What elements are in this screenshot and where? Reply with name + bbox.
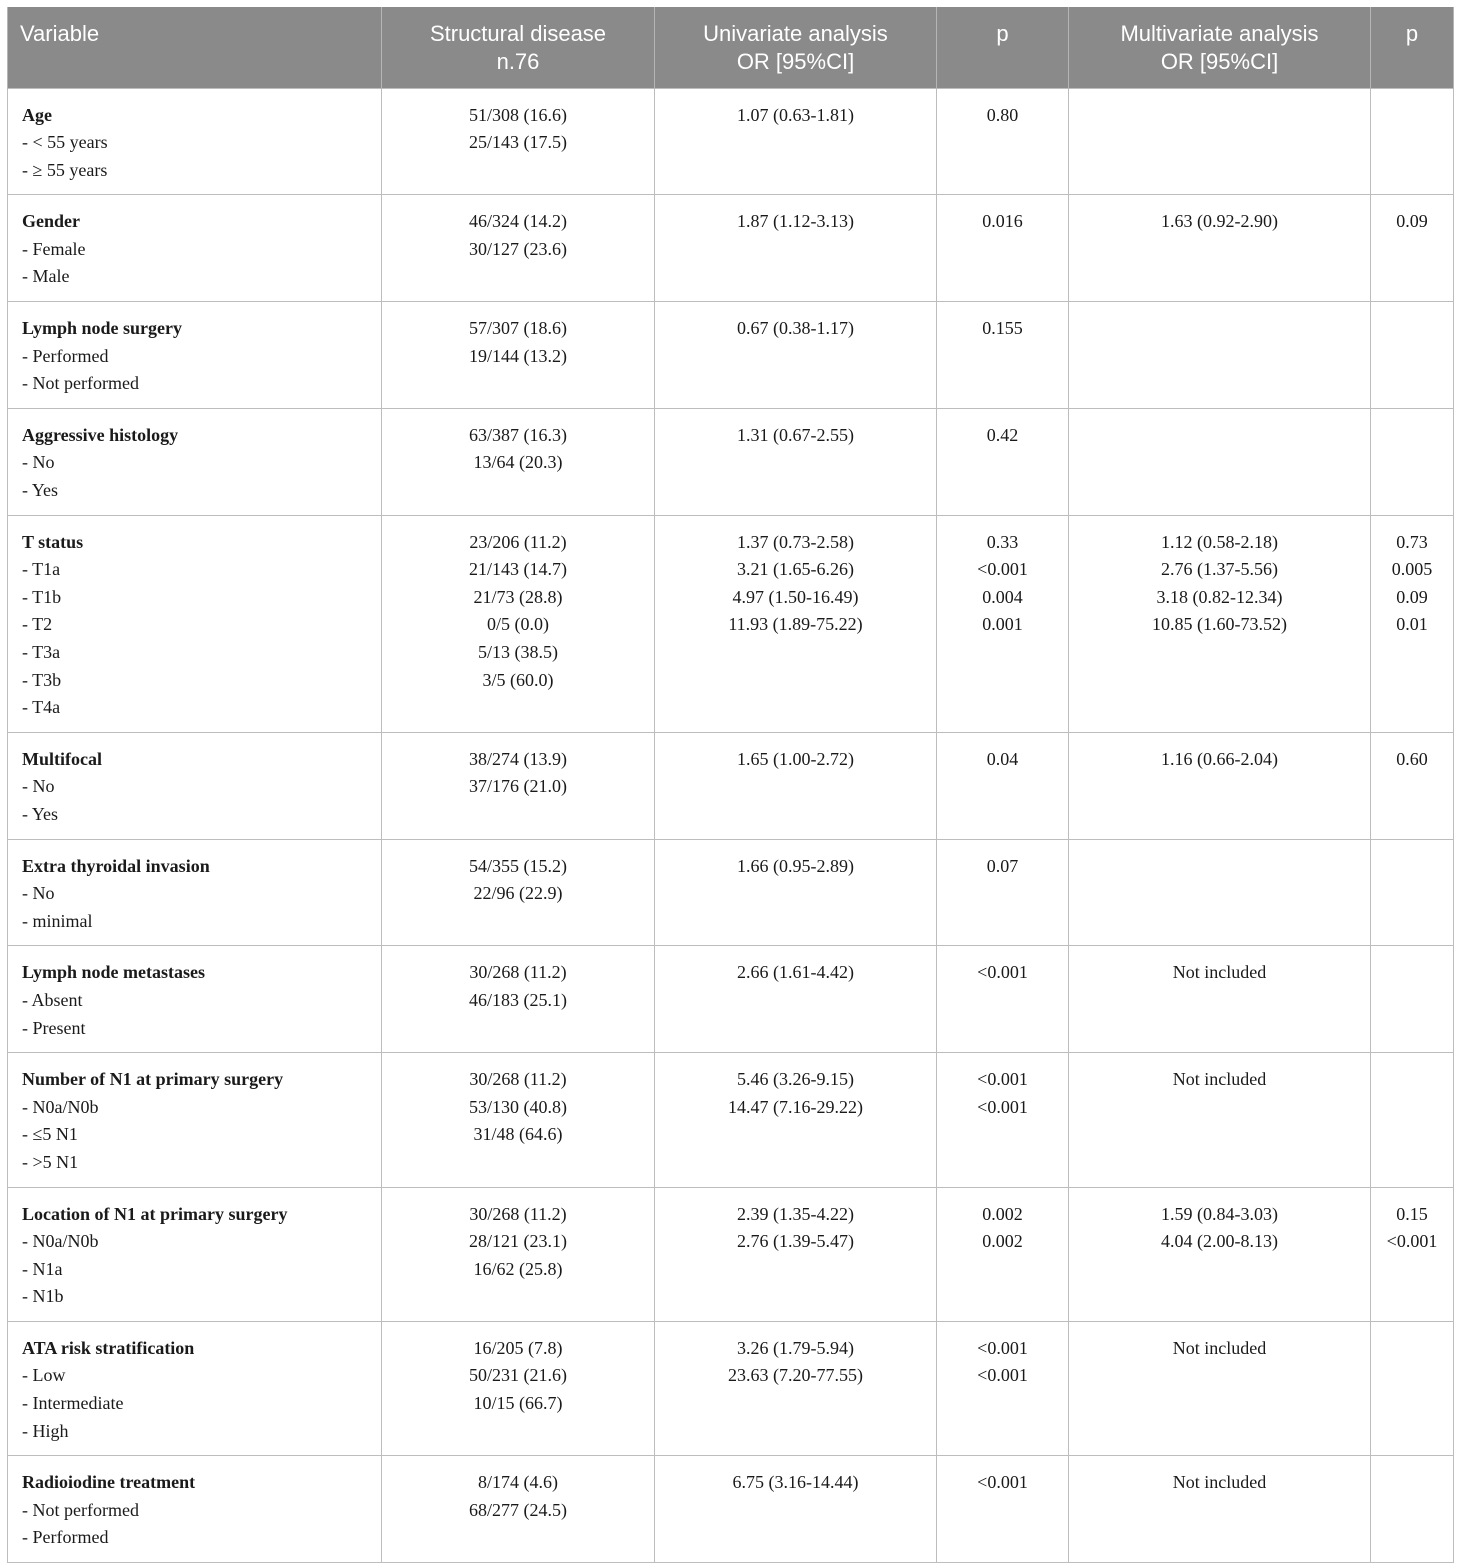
structural-value: 30/268 (11.2)	[469, 962, 567, 983]
structural-value: 5/13 (38.5)	[478, 642, 558, 662]
univariate-or-cell	[655, 1187, 937, 1321]
multivariate-p-cell	[1371, 1321, 1454, 1455]
variable-level: - Intermediate	[22, 1393, 124, 1414]
multivariate-p-cell	[1371, 515, 1454, 732]
structural-value: 30/268 (11.2)	[469, 1069, 567, 1090]
multivariate-or-cell	[1069, 839, 1371, 946]
multivariate-or-value: 3.18 (0.82-12.34)	[1156, 586, 1283, 607]
univariate-or-cell	[655, 946, 937, 1053]
structural-disease-cell	[382, 195, 655, 302]
univariate-p-value: <0.001	[977, 962, 1028, 983]
variable-name: Location of N1 at primary surgery	[22, 1203, 288, 1224]
structural-value: 28/121 (23.1)	[469, 1231, 567, 1252]
variable-level: - Present	[22, 1017, 86, 1038]
univariate-or-value: 1.37 (0.73-2.58)	[737, 531, 854, 552]
variable-level: - N1b	[22, 1286, 64, 1307]
structural-value: 0/5 (0.0)	[487, 614, 549, 635]
univariate-or-value: 1.66 (0.95-2.89)	[737, 855, 854, 876]
variable-name: Multifocal	[22, 748, 102, 769]
univariate-p-cell	[937, 1456, 1069, 1563]
structural-value: 23/206 (11.2)	[469, 531, 567, 552]
multivariate-or-cell	[1069, 408, 1371, 515]
structural-disease-cell	[382, 515, 655, 732]
univariate-p-value: <0.001	[977, 1096, 1028, 1117]
multivariate-or-cell	[1069, 1456, 1371, 1563]
multivariate-or-value: 1.63 (0.92-2.90)	[1161, 211, 1278, 232]
univariate-p-value: 0.33	[986, 531, 1019, 552]
structural-value: 57/307 (18.6)	[469, 318, 567, 339]
multivariate-p-cell	[1371, 88, 1454, 195]
variable-level: - < 55 years	[22, 132, 108, 153]
header-text: Variable	[20, 21, 100, 46]
univariate-p-cell	[937, 88, 1069, 195]
multivariate-or-cell	[1069, 1321, 1371, 1455]
univariate-p-cell	[937, 946, 1069, 1053]
header-text: OR [95%CI]	[736, 49, 855, 74]
structural-disease-header	[382, 7, 655, 88]
structural-value: 68/277 (24.5)	[469, 1499, 567, 1520]
structural-disease-cell	[382, 839, 655, 946]
structural-disease-cell	[382, 302, 655, 409]
univariate-or-value: 1.87 (1.12-3.13)	[737, 211, 854, 232]
header-text: Multivariate analysis	[1120, 21, 1319, 46]
variable-level: - No	[22, 883, 55, 904]
univariate-or-value: 4.97 (1.50-16.49)	[732, 586, 859, 607]
univariate-or-cell	[655, 195, 937, 302]
multivariate-p-cell	[1371, 1053, 1454, 1187]
univariate-or-cell	[655, 515, 937, 732]
univariate-or-value: 11.93 (1.89-75.22)	[728, 614, 863, 635]
univariate-or-cell	[655, 732, 937, 839]
multivariate-p-value: 0.09	[1396, 586, 1428, 607]
structural-value: 54/355 (15.2)	[469, 855, 567, 876]
univariate-or-cell	[655, 302, 937, 409]
structural-disease-cell	[382, 88, 655, 195]
structural-value: 3/5 (60.0)	[482, 669, 554, 690]
variable-level: - T4a	[22, 697, 61, 718]
structural-disease-cell	[382, 1456, 655, 1563]
variable-level: - ≤5 N1	[22, 1124, 78, 1145]
table-row	[8, 1321, 1454, 1455]
multivariate-p-value: 0.005	[1391, 559, 1433, 580]
variable-name: Lymph node metastases	[22, 962, 206, 983]
univariate-or-cell	[655, 88, 937, 195]
univariate-p-cell	[937, 408, 1069, 515]
structural-value: 46/324 (14.2)	[469, 211, 567, 232]
variable-level: - minimal	[22, 910, 93, 931]
univariate-p-value: 0.002	[982, 1203, 1023, 1224]
variable-name: Age	[22, 104, 52, 125]
variable-header	[8, 7, 382, 88]
univariate-p-value: 0.004	[982, 586, 1023, 607]
variable-level: - N0a/N0b	[22, 1096, 99, 1117]
structural-value: 8/174 (4.6)	[478, 1472, 558, 1493]
header-text: p	[1405, 21, 1419, 46]
structural-value: 30/268 (11.2)	[469, 1203, 567, 1224]
structural-value: 31/48 (64.6)	[473, 1124, 563, 1145]
variable-level: - T2	[22, 614, 53, 635]
structural-value: 21/73 (28.8)	[473, 586, 563, 607]
multivariate-or-header	[1069, 7, 1371, 88]
univariate-p-cell	[937, 1187, 1069, 1321]
univariate-or-value: 3.26 (1.79-5.94)	[737, 1337, 854, 1358]
multivariate-or-value: 1.12 (0.58-2.18)	[1161, 531, 1278, 552]
table-row	[8, 195, 1454, 302]
structural-value: 16/62 (25.8)	[473, 1258, 563, 1279]
variable-level: - N0a/N0b	[22, 1231, 99, 1252]
multivariate-p-cell	[1371, 839, 1454, 946]
table-row	[8, 1187, 1454, 1321]
univariate-p-value: 0.42	[986, 424, 1019, 445]
variable-level: - T3b	[22, 669, 62, 690]
multivariate-or-cell	[1069, 946, 1371, 1053]
variable-cell	[8, 1187, 382, 1321]
variable-level: - ≥ 55 years	[22, 159, 108, 180]
table-row	[8, 302, 1454, 409]
multivariate-p-value: 0.01	[1396, 614, 1428, 635]
multivariate-p-cell	[1371, 195, 1454, 302]
univariate-p-value: 0.07	[986, 855, 1019, 876]
univariate-p-value: 0.002	[982, 1231, 1023, 1252]
variable-name: Lymph node surgery	[22, 318, 183, 339]
multivariate-p-value: 0.15	[1396, 1203, 1428, 1224]
structural-disease-cell	[382, 946, 655, 1053]
variable-level: - Not performed	[22, 373, 139, 394]
univariate-p-cell	[937, 195, 1069, 302]
univariate-or-value: 23.63 (7.20-77.55)	[728, 1365, 863, 1386]
header-text: n.76	[496, 49, 540, 74]
structural-value: 30/127 (23.6)	[469, 238, 567, 259]
structural-disease-cell	[382, 1053, 655, 1187]
univariate-p-value: <0.001	[977, 1472, 1028, 1493]
multivariate-p-cell	[1371, 946, 1454, 1053]
structural-value: 10/15 (66.7)	[473, 1393, 563, 1414]
univariate-or-cell	[655, 1321, 937, 1455]
table-row	[8, 946, 1454, 1053]
univariate-p-value: <0.001	[977, 559, 1028, 580]
univariate-or-value: 2.76 (1.39-5.47)	[737, 1231, 854, 1252]
variable-level: - Male	[22, 266, 70, 287]
variable-name: Aggressive histology	[22, 424, 179, 445]
variable-level: - T1b	[22, 586, 62, 607]
structural-value: 50/231 (21.6)	[469, 1365, 567, 1386]
univariate-or-value: 1.65 (1.00-2.72)	[737, 748, 854, 769]
multivariate-or-cell	[1069, 88, 1371, 195]
multivariate-or-value: 1.16 (0.66-2.04)	[1161, 748, 1278, 769]
variable-level: - >5 N1	[22, 1151, 79, 1172]
univariate-or-value: 5.46 (3.26-9.15)	[737, 1069, 854, 1090]
univariate-or-value: 3.21 (1.65-6.26)	[737, 559, 854, 580]
header-text: Structural disease	[429, 21, 607, 46]
variable-level: - No	[22, 776, 55, 797]
univariate-p-cell	[937, 1053, 1069, 1187]
variable-level: - Not performed	[22, 1499, 139, 1520]
structural-disease-cell	[382, 408, 655, 515]
variable-cell	[8, 946, 382, 1053]
variable-level: - Female	[22, 238, 86, 259]
univariate-p-value: <0.001	[977, 1365, 1028, 1386]
univariate-or-value: 14.47 (7.16-29.22)	[728, 1096, 863, 1117]
univariate-or-value: 2.39 (1.35-4.22)	[737, 1203, 854, 1224]
table-row	[8, 515, 1454, 732]
table-row	[8, 88, 1454, 195]
multivariate-or-value: 4.04 (2.00-8.13)	[1161, 1231, 1278, 1252]
variable-name: T status	[22, 531, 84, 552]
univariate-p-value: 0.80	[986, 104, 1019, 125]
table-row	[8, 1456, 1454, 1563]
table-row	[8, 839, 1454, 946]
univariate-p-cell	[937, 1321, 1069, 1455]
variable-name: Gender	[22, 211, 80, 232]
structural-value: 25/143 (17.5)	[469, 132, 567, 153]
table-row	[8, 408, 1454, 515]
table-row	[8, 732, 1454, 839]
structural-value: 21/143 (14.7)	[469, 559, 567, 580]
structural-value: 38/274 (13.9)	[469, 748, 567, 769]
variable-cell	[8, 1321, 382, 1455]
multivariate-or-value: 2.76 (1.37-5.56)	[1161, 559, 1278, 580]
multivariate-or-value: Not included	[1172, 1337, 1267, 1358]
variable-level: - High	[22, 1420, 69, 1441]
multivariate-p-value: <0.001	[1386, 1231, 1438, 1252]
variable-level: - Yes	[22, 480, 59, 501]
multivariate-p-cell	[1371, 732, 1454, 839]
header-text: Univariate analysis	[703, 21, 888, 46]
multivariate-or-cell	[1069, 1053, 1371, 1187]
univariate-or-cell	[655, 408, 937, 515]
header-text: OR [95%CI]	[1160, 49, 1279, 74]
variable-level: - No	[22, 452, 55, 473]
univariate-p-header	[937, 7, 1069, 88]
multivariate-or-cell	[1069, 1187, 1371, 1321]
univariate-or-cell	[655, 839, 937, 946]
univariate-p-value: 0.016	[982, 211, 1023, 232]
univariate-p-value: <0.001	[977, 1337, 1028, 1358]
multivariate-or-value: Not included	[1172, 1472, 1267, 1493]
structural-value: 13/64 (20.3)	[473, 452, 563, 473]
header-row	[8, 7, 1454, 88]
univariate-or-value: 6.75 (3.16-14.44)	[732, 1472, 859, 1493]
variable-level: - Low	[22, 1365, 66, 1386]
univariate-p-cell	[937, 839, 1069, 946]
table-row	[8, 1053, 1454, 1187]
univariate-or-value: 0.67 (0.38-1.17)	[737, 318, 854, 339]
variable-level: - T3a	[22, 642, 61, 662]
structural-value: 46/183 (25.1)	[469, 989, 567, 1010]
variable-name: Number of N1 at primary surgery	[22, 1069, 284, 1090]
variable-cell	[8, 839, 382, 946]
table-body	[8, 88, 1454, 1563]
regression-table	[7, 7, 1454, 1563]
multivariate-p-header	[1371, 7, 1454, 88]
univariate-p-cell	[937, 732, 1069, 839]
variable-level: - Yes	[22, 803, 59, 824]
univariate-p-cell	[937, 302, 1069, 409]
univariate-or-value: 1.07 (0.63-1.81)	[737, 104, 854, 125]
variable-cell	[8, 1456, 382, 1563]
structural-value: 19/144 (13.2)	[469, 345, 567, 366]
multivariate-p-cell	[1371, 302, 1454, 409]
variable-name: Radioiodine treatment	[22, 1472, 196, 1493]
variable-name: ATA risk stratification	[22, 1337, 195, 1358]
univariate-p-value: <0.001	[977, 1069, 1028, 1090]
multivariate-p-value: 0.09	[1396, 211, 1428, 232]
variable-level: - Performed	[22, 345, 109, 366]
multivariate-p-value: 0.60	[1396, 748, 1428, 769]
multivariate-p-cell	[1371, 1456, 1454, 1563]
variable-level: - Absent	[22, 989, 83, 1010]
variable-level: - N1a	[22, 1258, 63, 1279]
univariate-or-value: 1.31 (0.67-2.55)	[737, 424, 854, 445]
structural-disease-cell	[382, 732, 655, 839]
multivariate-or-cell	[1069, 515, 1371, 732]
univariate-or-header	[655, 7, 937, 88]
structural-value: 53/130 (40.8)	[469, 1096, 567, 1117]
variable-cell	[8, 88, 382, 195]
multivariate-or-cell	[1069, 302, 1371, 409]
multivariate-or-value: Not included	[1172, 962, 1267, 983]
structural-value: 22/96 (22.9)	[473, 883, 563, 904]
multivariate-or-value: Not included	[1172, 1069, 1267, 1090]
univariate-p-value: 0.155	[982, 318, 1023, 339]
univariate-or-cell	[655, 1456, 937, 1563]
structural-value: 37/176 (21.0)	[469, 776, 567, 797]
variable-cell	[8, 408, 382, 515]
structural-value: 63/387 (16.3)	[469, 424, 567, 445]
table-header	[8, 7, 1454, 88]
univariate-p-value: 0.001	[982, 614, 1023, 635]
variable-cell	[8, 732, 382, 839]
multivariate-p-cell	[1371, 1187, 1454, 1321]
multivariate-p-value: 0.73	[1396, 531, 1428, 552]
multivariate-p-cell	[1371, 408, 1454, 515]
variable-cell	[8, 1053, 382, 1187]
variable-level: - Performed	[22, 1527, 109, 1548]
variable-name: Extra thyroidal invasion	[22, 855, 210, 876]
structural-disease-cell	[382, 1321, 655, 1455]
univariate-p-cell	[937, 515, 1069, 732]
multivariate-or-cell	[1069, 195, 1371, 302]
header-text: p	[996, 21, 1009, 46]
multivariate-or-cell	[1069, 732, 1371, 839]
variable-level: - T1a	[22, 559, 61, 580]
structural-disease-cell	[382, 1187, 655, 1321]
variable-cell	[8, 302, 382, 409]
structural-value: 51/308 (16.6)	[469, 104, 567, 125]
structural-value: 16/205 (7.8)	[473, 1337, 563, 1358]
variable-cell	[8, 515, 382, 732]
univariate-or-cell	[655, 1053, 937, 1187]
variable-cell	[8, 195, 382, 302]
multivariate-or-value: 10.85 (1.60-73.52)	[1152, 614, 1287, 635]
univariate-p-value: 0.04	[986, 748, 1019, 769]
multivariate-or-value: 1.59 (0.84-3.03)	[1161, 1203, 1278, 1224]
univariate-or-value: 2.66 (1.61-4.42)	[737, 962, 854, 983]
